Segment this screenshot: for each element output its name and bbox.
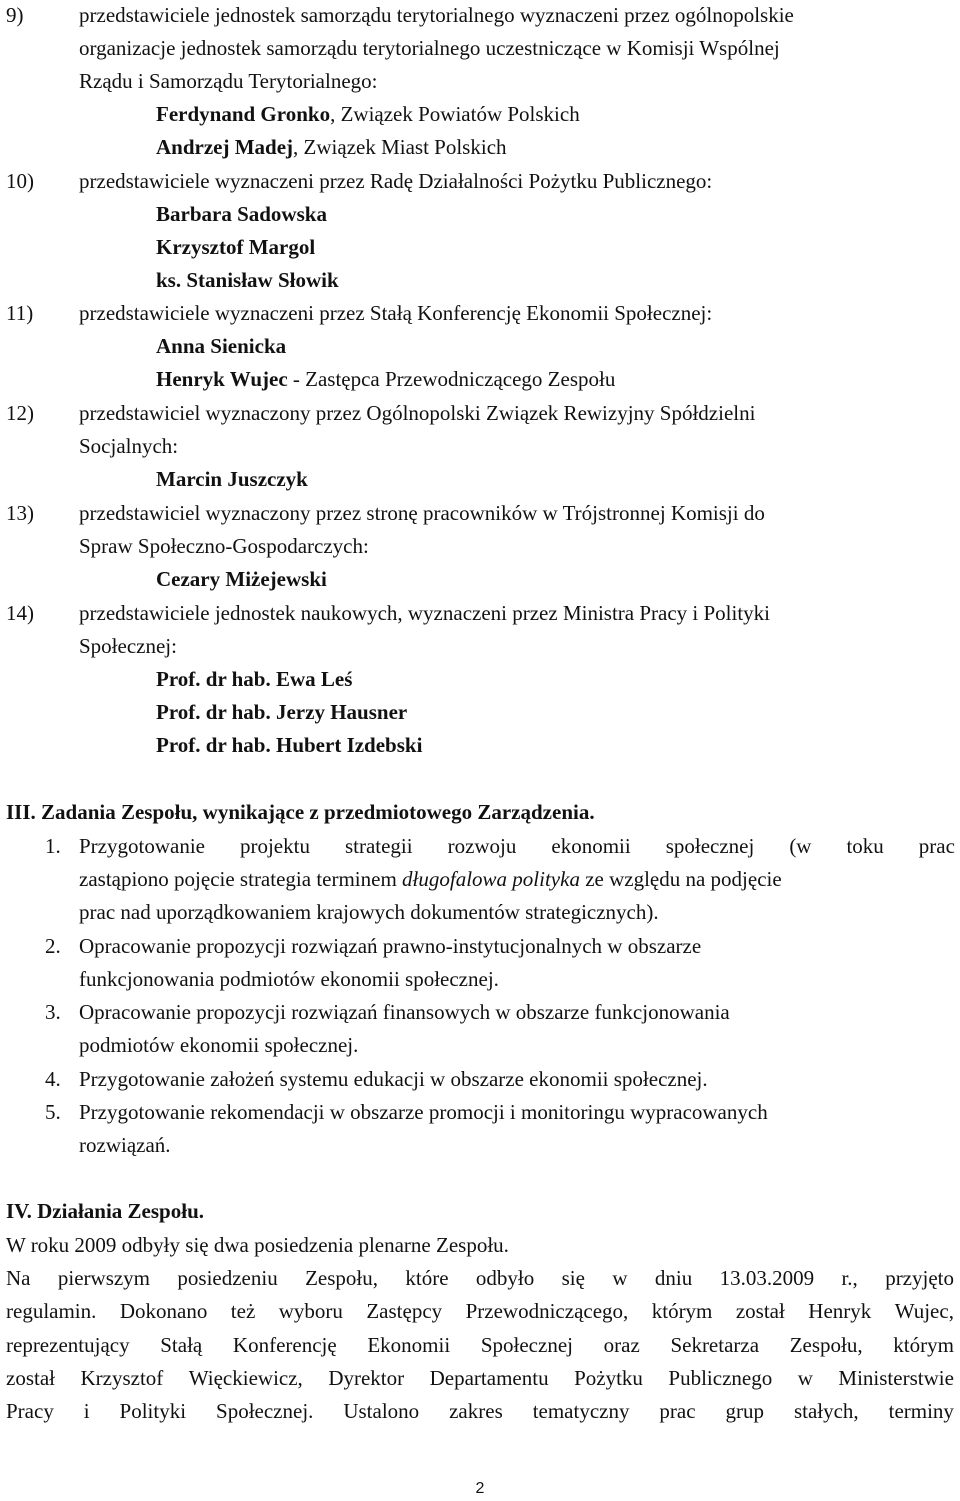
- task-text-line: Opracowanie propozycji rozwiązań prawno-instytucjonalnych w obszarze: [79, 934, 702, 958]
- item-text-line: organizacje jednostek samorządu terytorialnego uczestniczące w Komisji Wspólnej: [79, 36, 780, 60]
- paragraph-line: reprezentujący Stałą Konferencję Ekonomii Społecznej oraz Sekretarza Zespołu, którym: [6, 1333, 954, 1357]
- task-text-line: rozwiązań.: [79, 1133, 171, 1157]
- member-name: Henryk Wujec: [156, 367, 288, 391]
- task-text-line: [79, 869, 782, 890]
- task-number: 2.: [45, 934, 61, 958]
- item-text-line: przedstawiciele wyznaczeni przez Radę Działalności Pożytku Publicznego:: [79, 169, 713, 193]
- task-text: ze względu na podjęcie: [579, 867, 782, 891]
- item-number: 9): [6, 3, 24, 27]
- task-text: Przygotowanie projektu strategii rozwoju ekonomii społecznej (w toku prac: [79, 834, 955, 858]
- member-name: Prof. dr hab. Jerzy Hausner: [156, 700, 408, 724]
- paragraph-line: W roku 2009 odbyły się dwa posiedzenia plenarne Zespołu.: [6, 1233, 509, 1257]
- paragraph-line: został Krzysztof Więckiewicz, Dyrektor Departamentu Pożytku Publicznego w Ministerstwie: [6, 1366, 954, 1390]
- task-number: 1.: [45, 834, 61, 858]
- item-number: 12): [6, 401, 34, 425]
- member-entry: [156, 137, 507, 158]
- item-number: 13): [6, 501, 34, 525]
- member-entry: [156, 104, 580, 125]
- item-text-line: Spraw Społeczno-Gospodarczych:: [79, 534, 369, 558]
- task-text-line: [79, 836, 955, 857]
- member-entry: [156, 369, 615, 390]
- member-affiliation: , Związek Miast Polskich: [293, 135, 507, 159]
- item-text-line: Rządu i Samorządu Terytorialnego:: [79, 69, 378, 93]
- section-heading: III. Zadania Zespołu, wynikające z przedmiotowego Zarządzenia.: [6, 800, 595, 824]
- item-text-line: przedstawiciel wyznaczony przez Ogólnopolski Związek Rewizyjny Spółdzielni: [79, 401, 756, 425]
- task-number: 4.: [45, 1067, 61, 1091]
- task-text-line: funkcjonowania podmiotów ekonomii społecznej.: [79, 967, 499, 991]
- member-name: Marcin Juszczyk: [156, 467, 308, 491]
- task-text-line: podmiotów ekonomii społecznej.: [79, 1033, 359, 1057]
- member-role: - Zastępca Przewodniczącego Zespołu: [287, 367, 616, 391]
- item-text-line: Socjalnych:: [79, 434, 179, 458]
- task-number: 5.: [45, 1100, 61, 1124]
- task-number: 3.: [45, 1000, 61, 1024]
- item-text-line: przedstawiciele jednostek samorządu terytorialnego wyznaczeni przez ogólnopolskie: [79, 3, 794, 27]
- member-name: Prof. dr hab. Ewa Leś: [156, 667, 353, 691]
- member-affiliation: , Związek Powiatów Polskich: [330, 102, 580, 126]
- paragraph-line: regulamin. Dokonano też wyboru Zastępcy Przewodniczącego, którym został Henryk Wujec,: [6, 1299, 954, 1323]
- member-name: Andrzej Madej: [156, 135, 294, 159]
- paragraph-line: Na pierwszym posiedzeniu Zespołu, które odbyło się w dniu 13.03.2009 r., przyjęto: [6, 1266, 954, 1290]
- item-text-line: Społecznej:: [79, 634, 177, 658]
- paragraph-line: Pracy i Polityki Społecznej. Ustalono zakres tematyczny prac grup stałych, terminy: [6, 1399, 954, 1423]
- task-text-line: prac nad uporządkowaniem krajowych dokumentów strategicznych).: [79, 900, 659, 924]
- member-name: Ferdynand Gronko: [156, 102, 331, 126]
- member-name: Anna Sienicka: [156, 334, 287, 358]
- item-number: 11): [6, 301, 34, 325]
- page-number: 2: [475, 1480, 485, 1497]
- task-text: zastąpiono pojęcie strategia terminem: [79, 867, 403, 891]
- item-number: 14): [6, 601, 34, 625]
- member-name: Krzysztof Margol: [156, 235, 316, 259]
- member-name: ks. Stanisław Słowik: [156, 268, 339, 292]
- task-text-italic: długofalowa polityka: [402, 867, 580, 891]
- member-name: Prof. dr hab. Hubert Izdebski: [156, 733, 423, 757]
- task-text-line: Przygotowanie założeń systemu edukacji w obszarze ekonomii społecznej.: [79, 1067, 708, 1091]
- item-text-line: przedstawiciele wyznaczeni przez Stałą Konferencję Ekonomii Społecznej:: [79, 301, 713, 325]
- item-text-line: przedstawiciele jednostek naukowych, wyznaczeni przez Ministra Pracy i Polityki: [79, 601, 771, 625]
- item-number: 10): [6, 169, 34, 193]
- item-text-line: przedstawiciel wyznaczony przez stronę pracowników w Trójstronnej Komisji do: [79, 501, 765, 525]
- section-heading: IV. Działania Zespołu.: [6, 1199, 204, 1223]
- task-text-line: Przygotowanie rekomendacji w obszarze promocji i monitoringu wypracowanych: [79, 1100, 768, 1124]
- member-name: Barbara Sadowska: [156, 202, 327, 226]
- task-text-line: Opracowanie propozycji rozwiązań finansowych w obszarze funkcjonowania: [79, 1000, 730, 1024]
- member-name: Cezary Miżejewski: [156, 567, 327, 591]
